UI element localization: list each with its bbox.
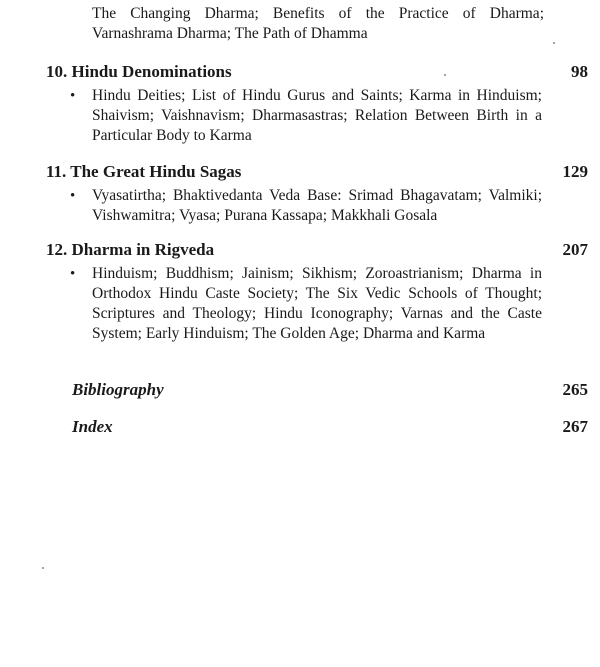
bullet-icon: • bbox=[70, 88, 76, 104]
chapter-page-number: 207 bbox=[562, 240, 588, 259]
bullet-icon: • bbox=[70, 188, 76, 204]
toc-entry-chapter-10 bbox=[46, 62, 588, 146]
chapter-title-line bbox=[46, 162, 241, 182]
chapter-topics bbox=[70, 86, 542, 146]
chapter-number: 10. bbox=[46, 62, 68, 81]
backmatter-page-number: 265 bbox=[562, 380, 588, 399]
chapter-heading bbox=[46, 62, 588, 86]
chapter-title-line bbox=[46, 62, 232, 82]
backmatter-label: Bibliography bbox=[72, 380, 164, 399]
chapter-topics bbox=[70, 264, 542, 344]
chapter-number: 11. bbox=[46, 162, 67, 181]
chapter-page-number: 129 bbox=[562, 162, 588, 181]
toc-entry-index bbox=[72, 417, 588, 441]
toc-entry-chapter-12 bbox=[46, 240, 588, 344]
scan-speck bbox=[444, 74, 446, 76]
chapter-heading bbox=[46, 162, 588, 186]
chapter-page-number: 98 bbox=[571, 62, 588, 81]
scan-speck bbox=[553, 42, 555, 44]
scan-speck bbox=[42, 567, 44, 569]
chapter-heading bbox=[46, 240, 588, 264]
toc-entry-chapter-11 bbox=[46, 162, 588, 226]
chapter-title: Dharma in Rigveda bbox=[71, 240, 215, 259]
chapter-title-line bbox=[46, 240, 214, 260]
bullet-icon: • bbox=[70, 266, 76, 282]
continued-topics: The Changing Dharma; Benefits of the Practice of Dharma; Varnashrama Dharma; The Path of Dhamma bbox=[92, 5, 544, 42]
backmatter-label: Index bbox=[72, 417, 113, 436]
backmatter-page-number: 267 bbox=[562, 417, 588, 436]
chapter-topics-text: Vyasatirtha; Bhaktivedanta Veda Base: Srimad Bhagavatam; Valmiki; Vishwamitra; Vyasa; Purana Kassapa; Makkhali Gosala bbox=[92, 187, 542, 224]
chapter-title: The Great Hindu Sagas bbox=[70, 162, 242, 181]
chapter-topics bbox=[70, 186, 542, 226]
chapter-number: 12. bbox=[46, 240, 68, 259]
toc-entry-bibliography bbox=[72, 380, 588, 404]
chapter-topics-text: Hinduism; Buddhism; Jainism; Sikhism; Zoroastrianism; Dharma in Orthodox Hindu Caste Society; The Six Vedic Schools of Thought; Scriptures and Theology; Hindu Iconography; Varnas and the Caste System; Early Hinduism; The Golden Age; Dharma and Karma bbox=[92, 265, 542, 342]
chapter-title: Hindu Denominations bbox=[71, 62, 232, 81]
chapter-topics-text: Hindu Deities; List of Hindu Gurus and Saints; Karma in Hinduism; Shaivism; Vaishnavism; Dharmasastras; Relation Between Birth in a Particular Body to Karma bbox=[92, 87, 542, 144]
